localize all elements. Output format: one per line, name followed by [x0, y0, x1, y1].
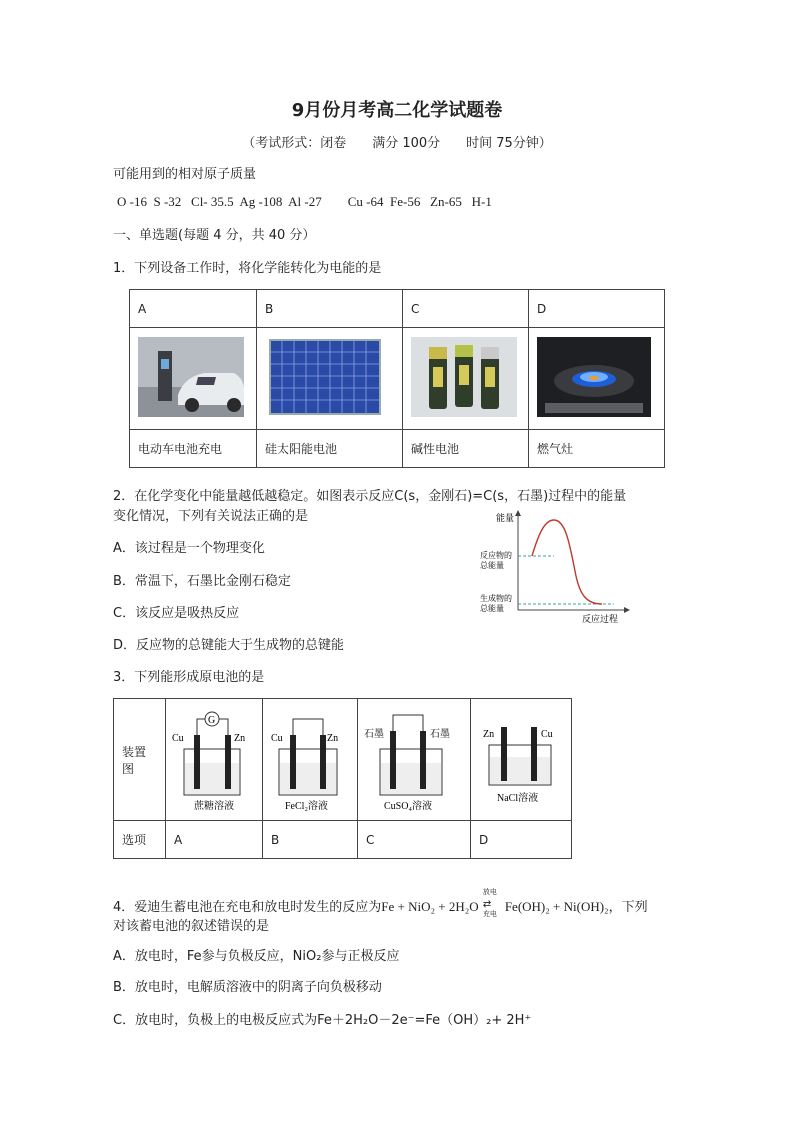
section-heading: 一、单选题(每题 4 分，共 40 分）: [113, 228, 316, 243]
question-2-option-d: D．反应物的总键能大于生成物的总键能: [113, 638, 345, 653]
product-label-1: 生成物的: [480, 594, 512, 603]
question-1-table: [129, 289, 665, 468]
arrow-symbol: ⇄: [482, 898, 492, 910]
reactant-label-1: 反应物的: [480, 551, 512, 560]
option-a-header: A: [130, 290, 257, 328]
ev-charging-image: [130, 328, 257, 430]
q3-option-b: B: [263, 821, 358, 859]
equation-right: Fe(OH)₂ + Ni(OH)₂: [504, 899, 609, 914]
equation-left: Fe + NiO₂ + 2H₂O: [381, 899, 479, 914]
option-a-label: 电动车电池充电: [130, 430, 257, 468]
q4-stem-suffix: ，下列: [608, 900, 648, 915]
page-title: 9月份月考高二化学试题卷: [291, 100, 503, 121]
solution-label: 蔗糖溶液: [194, 801, 234, 812]
solution-label: NaCl溶液: [497, 793, 539, 804]
exam-info: （考试形式：闭卷 满分 100分 时间 75分钟）: [242, 136, 552, 151]
question-4-option-a: A．放电时，Fe参与负极反应，NiO₂参与正极反应: [113, 949, 400, 964]
gas-stove-image: [529, 328, 665, 430]
solution-label: FeCl₂溶液: [285, 801, 328, 812]
device-c: [358, 699, 471, 821]
galvanometer-label: G: [208, 715, 216, 726]
device-a: [166, 699, 263, 821]
arrow-bottom-label: 充电: [482, 909, 497, 918]
option-b-header: B: [257, 290, 403, 328]
atomic-mass-heading: 可能用到的相对原子质量: [113, 167, 257, 182]
question-4-option-c: C．放电时，负极上的电极反应式为Fe＋2H₂O－2e⁻=Fe（OH）₂+ 2H⁺: [113, 1013, 532, 1028]
option-d-label: 燃气灶: [529, 430, 665, 468]
electrode-label: Zn: [234, 733, 246, 744]
device-b: [263, 699, 358, 821]
option-b-label: 硅太阳能电池: [257, 430, 403, 468]
question-4-stem: [113, 887, 648, 918]
device-row-label: 装置图: [114, 699, 166, 821]
question-1-stem: 1．下列设备工作时，将化学能转化为电能的是: [113, 261, 382, 276]
energy-curve: [532, 520, 602, 604]
reversible-arrow: [482, 887, 505, 918]
q4-stem-prefix: 4．爱迪生蓄电池在充电和放电时发生的反应为: [113, 900, 382, 915]
electrode-label: 石墨: [364, 729, 384, 740]
question-2-option-c: C．该反应是吸热反应: [113, 606, 240, 621]
option-row-label: 选项: [114, 821, 166, 859]
product-label-2: 总能量: [480, 604, 504, 613]
question-3-table: [113, 698, 572, 859]
q3-option-a: A: [166, 821, 263, 859]
electrode-label: 石墨: [430, 729, 450, 740]
question-2-option-a: A．该过程是一个物理变化: [113, 541, 265, 556]
electrode-label: Zn: [327, 733, 339, 744]
energy-diagram: [474, 506, 634, 626]
question-2-stem-line1: 2．在化学变化中能量越低越稳定。如图表示反应C(s，金刚石)=C(s，石墨)过程中的能量: [113, 489, 627, 504]
electrode-label: Cu: [271, 733, 283, 744]
question-3-stem: 3．下列能形成原电池的是: [113, 670, 265, 685]
solution-label: CuSO₄溶液: [384, 801, 432, 812]
option-c-header: C: [403, 290, 529, 328]
diagram-ylabel: 能量: [496, 513, 515, 523]
reactant-label-2: 总能量: [480, 561, 504, 570]
option-c-label: 碱性电池: [403, 430, 529, 468]
question-2-stem-line2: 变化情况，下列有关说法正确的是: [113, 509, 309, 524]
electrode-label: Zn: [483, 729, 495, 740]
arrow-top-label: 放电: [482, 887, 497, 896]
question-2-option-b: B．常温下，石墨比金刚石稳定: [113, 574, 291, 589]
atomic-mass-list: O -16 S -32 Cl- 35.5 Ag -108 Al -27 Cu -64 Fe-56 Zn-65 H-1: [117, 194, 492, 209]
q3-option-d: D: [471, 821, 572, 859]
question-4-option-b: B．放电时，电解质溶液中的阴离子向负极移动: [113, 980, 382, 995]
electrode-label: Cu: [172, 733, 184, 744]
q3-option-c: C: [358, 821, 471, 859]
device-d: [471, 699, 572, 821]
diagram-xlabel: 反应过程: [582, 614, 619, 624]
alkaline-battery-image: [403, 328, 529, 430]
option-d-header: D: [529, 290, 665, 328]
question-4-stem-line2: 对该蓄电池的叙述错误的是: [113, 919, 270, 934]
solar-panel-image: [257, 328, 403, 430]
electrode-label: Cu: [541, 729, 553, 740]
